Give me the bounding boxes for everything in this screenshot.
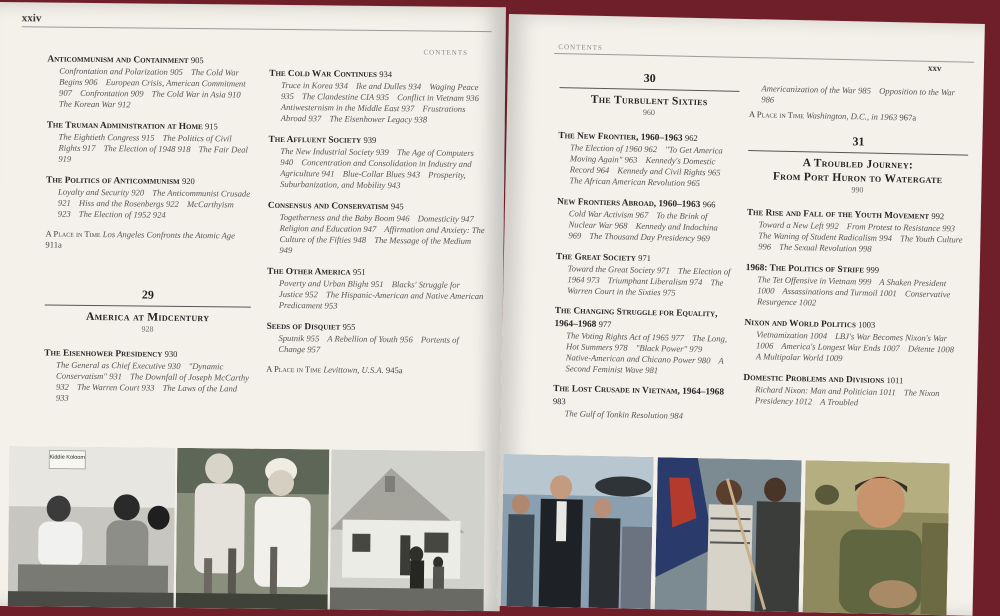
toc-heading-title: The Lost Crusade in Vietnam, 1964–1968 — [553, 384, 725, 398]
toc-heading-page: 920 — [181, 175, 195, 187]
toc-subtopic: Kennedy and Indochina 969 — [568, 220, 718, 241]
photo-family-television — [8, 446, 176, 608]
toc-subtopics — [556, 208, 737, 245]
toc-heading-title: The Great Society — [555, 252, 636, 264]
toc-subtopic: Assassinations and Turmoil 1001 — [782, 285, 897, 299]
toc-subtopic: The Election of 1952 924 — [78, 208, 166, 220]
left-page — [0, 2, 506, 611]
toc-subtopics — [744, 329, 965, 367]
toc-heading-page: 962 — [684, 132, 698, 143]
toc-subtopic: Antiwesternism in the Middle East 937 — [280, 101, 415, 114]
toc-heading-title: Consensus and Conservatism — [267, 200, 389, 213]
toc-subtopic: The Election of 1948 918 — [103, 143, 191, 155]
toc-subtopic: Kennedy and Civil Rights 965 — [617, 165, 721, 178]
toc-subtopic: The Voting Rights Act of 1965 977 — [566, 330, 685, 343]
toc-subtopic: Vietnamization 1004 — [756, 329, 828, 341]
toc-heading-title: The Cold War Continues — [269, 68, 378, 80]
toc-subtopic: The Election of 1964 973 — [567, 265, 731, 285]
toc-subtopic: Détente 1008 — [907, 343, 955, 355]
part-title-line-1: A Troubled Journey: — [802, 157, 914, 172]
toc-subtopic: Domesticity 947 — [417, 213, 474, 224]
toc-subtopic: Religion and Education 947 — [279, 222, 377, 234]
toc-subtopic: The Eisenhower Legacy 938 — [329, 113, 428, 125]
toc-heading-title: The New Frontier, 1960–1963 — [558, 131, 683, 144]
toc-subtopic: Opposition to the War 986 — [761, 85, 956, 105]
toc-subtopic: The Anticommunist Crusade 921 — [57, 187, 251, 208]
toc-subtopic: Americanization of the War 985 — [761, 83, 872, 96]
toc-subtopic: To the Brink of Nuclear War 968 — [568, 210, 708, 231]
toc-subtopic: Confrontation and Polarization 905 — [59, 65, 183, 77]
toc-heading-title: New Frontiers Abroad, 1960–1963 — [556, 197, 701, 211]
part-rule — [559, 87, 739, 92]
toc-subtopics — [266, 333, 484, 357]
toc-subtopic: The Nixon Presidency 1012 — [754, 387, 940, 407]
toc-subtopic: Prosperity, Suburbanization, and Mobility 943 — [280, 169, 466, 191]
toc-heading-page: 1011 — [886, 374, 904, 386]
toc-subtopic: Confrontation 909 — [80, 87, 144, 99]
place-in-time-los-angeles: A Place in Time Los Angeles Confronts the Atomic Age 911a — [45, 228, 235, 250]
toc-subtopic: Affirmation and Anxiety: The Culture of the Fifties 948 — [279, 224, 485, 245]
toc-subtopics — [267, 212, 485, 258]
toc-subtopic: Frustrations Abroad 937 — [280, 103, 466, 124]
toc-heading-page: 983 — [552, 396, 566, 407]
right-column-1 — [552, 69, 739, 432]
toc-heading-title: The Politics of Anticommunism — [46, 175, 180, 187]
toc-subtopic: The Warren Court in the Sixties 975 — [567, 277, 724, 298]
toc-entry-1968-the-politics-of-strife — [745, 261, 966, 312]
part-30-heading — [559, 69, 740, 119]
toc-subtopic: A Second Feminist Wave 981 — [565, 355, 724, 376]
toc-subtopic: Poverty and Urban Blight 951 — [279, 277, 384, 290]
toc-subtopic: European Crisis, American Commitment 907 — [59, 77, 246, 98]
toc-heading-page: 905 — [190, 55, 204, 66]
toc-entry-the-politics-of-anticommunism — [46, 173, 252, 221]
toc-subtopic: The Tet Offensive in Vietnam 999 — [757, 274, 872, 287]
continued-subtopics — [749, 83, 969, 110]
toc-entry-the-new-frontier-1960-1963 — [557, 129, 738, 190]
toc-subtopic: The Politics of Civil Rights 917 — [58, 132, 232, 154]
toc-entry-seeds-of-disquiet — [266, 320, 484, 357]
toc-subtopic: Waging Peace 935 — [280, 81, 479, 102]
toc-heading-title: The Truman Administration at Home — [46, 120, 203, 133]
toc-subtopic: The Message of the Medium 949 — [279, 234, 472, 256]
toc-heading-title: The Other America — [267, 266, 351, 278]
toc-subtopic: The Warren Court 933 — [76, 381, 155, 393]
toc-heading-page: 977 — [598, 318, 612, 330]
part-number: 31 — [852, 134, 865, 149]
left-running-head: CONTENTS — [423, 48, 469, 57]
photo-soldier-vietnam — [803, 460, 950, 615]
toc-subtopic: The Youth Culture 996 — [758, 233, 963, 252]
toc-heading-title: Domestic Problems and Divisions — [743, 372, 885, 386]
part-page: 960 — [642, 107, 656, 118]
toc-subtopics — [46, 186, 252, 221]
toc-heading — [554, 305, 734, 334]
toc-heading-page: 945 — [390, 201, 404, 212]
left-column-2 — [266, 67, 487, 377]
part-31-heading — [747, 132, 968, 197]
toc-subtopic: The Fair Deal 919 — [58, 144, 248, 164]
toc-subtopics — [745, 274, 966, 312]
photo-kennedy-crowd — [501, 454, 654, 609]
toc-subtopic: Hiss and the Rosenbergs 922 — [78, 197, 179, 209]
photo-levittown-house — [330, 449, 486, 611]
toc-subtopic: Kennedy's Domestic Record 964 — [569, 154, 716, 176]
toc-subtopic: The Long, Hot Summers 978 — [565, 332, 728, 353]
toc-subtopic: Ike and Dulles 934 — [356, 80, 422, 92]
toc-heading-title: 1968: The Politics of Strife — [745, 263, 865, 276]
toc-subtopic: Togetherness and the Baby Boom 946 — [279, 211, 410, 224]
toc-subtopics — [268, 146, 486, 192]
toc-entry-domestic-problems-and-divisions — [743, 371, 964, 411]
toc-subtopic: The Clandestine CIA 935 — [302, 91, 390, 103]
toc-subtopic: Richard Nixon: Man and Politician 1011 — [755, 384, 896, 398]
toc-subtopics — [267, 278, 485, 313]
part-title: The Turbulent Sixties — [590, 93, 708, 109]
toc-subtopic: A Multipolar World 1009 — [755, 351, 843, 364]
toc-subtopic: Sputnik 955 — [278, 332, 320, 344]
toc-subtopics — [269, 80, 487, 126]
toc-subtopic: Blue-Collar Blues 943 — [342, 168, 421, 180]
toc-subtopic: The General as Chief Executive 930 — [56, 359, 181, 371]
toc-entry-anticommunism-and-containment — [47, 52, 254, 111]
part-number: 30 — [643, 70, 656, 86]
toc-subtopics — [555, 263, 736, 300]
toc-subtopic: Cold War Activism 967 — [568, 208, 649, 220]
toc-heading-page: 971 — [638, 252, 652, 264]
part-number: 29 — [141, 287, 155, 302]
toc-subtopic: The Age of Computers 940 — [280, 147, 474, 168]
toc-subtopic: The Eightieth Congress 915 — [58, 131, 155, 143]
toc-subtopic: Loyalty and Security 920 — [57, 186, 145, 198]
toc-entry-new-frontiers-abroad-1960-1963 — [556, 195, 737, 245]
photo-civil-rights-march — [655, 457, 802, 612]
toc-subtopic: Conflict in Vietnam 936 — [397, 92, 479, 104]
toc-subtopic: "To Get America Moving Again" 963 — [569, 144, 723, 165]
toc-heading-title: The Rise and Fall of the Youth Movement — [746, 208, 930, 222]
toc-heading-title: The Changing Struggle for Equality, 1964–1968 — [554, 306, 718, 330]
toc-entry-the-cold-war-continues — [269, 67, 488, 126]
toc-entry-the-changing-struggle-for-equality-1964-1968 — [553, 305, 734, 378]
toc-subtopic: Conservative Resurgence 1002 — [756, 288, 951, 308]
toc-subtopic: A Rebellion of Youth 956 — [327, 333, 413, 345]
toc-heading-page: 934 — [379, 68, 393, 80]
toc-subtopic: The New Industrial Society 939 — [280, 145, 389, 158]
toc-heading-page: 1003 — [858, 319, 876, 330]
toc-entry-the-lost-crusade-in-vietnam-1964-1968 — [553, 383, 734, 423]
toc-heading — [553, 383, 733, 412]
toc-heading-page: 930 — [164, 348, 178, 359]
toc-entry-the-affluent-society — [268, 133, 487, 192]
toc-entry-consensus-and-conservatism — [267, 199, 486, 258]
toc-heading-page: 955 — [342, 321, 356, 332]
photo-badge: Kiddie Koloom — [49, 454, 85, 461]
part-rule — [45, 304, 251, 307]
toc-subtopic: A Troubled — [820, 396, 859, 408]
part-29-heading — [45, 286, 251, 334]
toc-subtopic: Toward the Great Society 971 — [567, 263, 670, 276]
toc-subtopics — [47, 65, 253, 111]
toc-subtopic: Truce in Korea 934 — [281, 79, 348, 91]
toc-subtopic: The Election of 1960 962 — [570, 142, 658, 155]
toc-entry-the-rise-and-fall-of-the-youth-movement — [746, 206, 967, 257]
place-in-time-levittown: A Place in Time Levittown, U.S.A. 945a — [266, 363, 403, 376]
toc-subtopic: The Cold War in Asia 910 — [151, 88, 241, 100]
toc-heading-page: 992 — [931, 210, 945, 222]
toc-heading-title: The Eisenhower Presidency — [44, 348, 163, 360]
right-header-rule — [554, 53, 974, 63]
toc-entry-the-eisenhower-presidency — [44, 346, 251, 405]
toc-subtopic: The Gulf of Tonkin Resolution 984 — [564, 408, 684, 421]
toc-entry-nixon-and-world-politics — [744, 316, 965, 367]
right-column-2 — [743, 83, 970, 420]
toc-subtopics — [746, 219, 967, 257]
toc-subtopic: Portents of Change 957 — [278, 334, 459, 355]
toc-heading-page: 939 — [363, 134, 377, 145]
toc-subtopic: Toward a New Left 992 — [758, 219, 839, 231]
toc-subtopics — [743, 384, 963, 411]
toc-subtopics — [44, 359, 250, 405]
toc-subtopic: The Waning of Student Radicalism 994 — [758, 230, 893, 244]
toc-subtopic: "Black Power" 979 — [635, 342, 703, 355]
toc-subtopic: Concentration and Consolidation in Industry and Agriculture 941 — [280, 157, 472, 179]
toc-subtopic: The African American Revolution 965 — [569, 175, 701, 189]
toc-subtopic: The Cold War Begins 906 — [59, 67, 239, 88]
toc-heading-page: 915 — [205, 121, 218, 132]
photo-eisenhower-fishing — [176, 448, 330, 610]
toc-subtopic: America's Longest War Ends 1007 — [781, 340, 900, 354]
toc-subtopics — [553, 330, 734, 378]
toc-subtopic: The Laws of the Land 933 — [55, 382, 238, 403]
toc-heading-title: The Affluent Society — [268, 134, 362, 146]
toc-subtopics — [46, 131, 252, 166]
toc-heading-page: 951 — [352, 266, 366, 277]
part-title: America at Midcentury — [86, 310, 210, 325]
toc-subtopic: Blacks' Struggle for Justice 952 — [278, 279, 461, 300]
right-running-head: CONTENTS — [558, 43, 603, 52]
toc-heading-title: Seeds of Disquiet — [266, 321, 341, 333]
toc-entry-the-truman-administration-at-home — [46, 118, 252, 166]
toc-heading-title: Nixon and World Politics — [744, 318, 857, 331]
toc-subtopic: Triumphant Liberalism 974 — [607, 275, 703, 288]
right-folio: xxv — [927, 62, 942, 74]
toc-subtopic: The Downfall of Joseph McCarthy 932 — [55, 371, 250, 392]
toc-heading-page: 966 — [702, 199, 716, 210]
toc-subtopic: The Hispanic-American and Native American Predicament 953 — [278, 289, 484, 311]
toc-subtopic: The Korean War 912 — [58, 98, 131, 110]
right-page — [497, 14, 985, 616]
toc-entry-the-great-society — [555, 250, 736, 300]
place-in-time-washington: A Place in Time Washington, D.C., in 1963 967a — [748, 109, 917, 123]
part-title-line-2: From Port Huron to Watergate — [772, 170, 943, 187]
toc-entry-the-other-america — [267, 265, 485, 313]
toc-subtopic: The Sexual Revolution 998 — [779, 241, 872, 254]
toc-heading-page: 999 — [866, 264, 880, 275]
toc-subtopic: McCarthyism 923 — [57, 198, 234, 219]
left-folio: xxiv — [21, 12, 42, 25]
toc-subtopic: Native-American and Chicano Power 980 — [565, 352, 711, 366]
toc-subtopic: The Thousand Day Presidency 969 — [589, 230, 710, 244]
toc-subtopic: "Dynamic Conservatism" 931 — [56, 360, 224, 382]
toc-heading-title: Anticommunism and Containment — [47, 54, 189, 66]
toc-subtopic: From Protest to Resistance 993 — [846, 221, 956, 234]
left-header-rule — [22, 26, 492, 32]
toc-subtopic: LBJ's War Becomes Nixon's War 1006 — [756, 330, 948, 351]
toc-subtopic: A Shaken President 1000 — [757, 276, 947, 296]
left-column-1 — [44, 52, 254, 414]
part-page: 928 — [141, 324, 154, 334]
part-page: 990 — [851, 185, 864, 195]
toc-subtopics — [557, 142, 738, 190]
